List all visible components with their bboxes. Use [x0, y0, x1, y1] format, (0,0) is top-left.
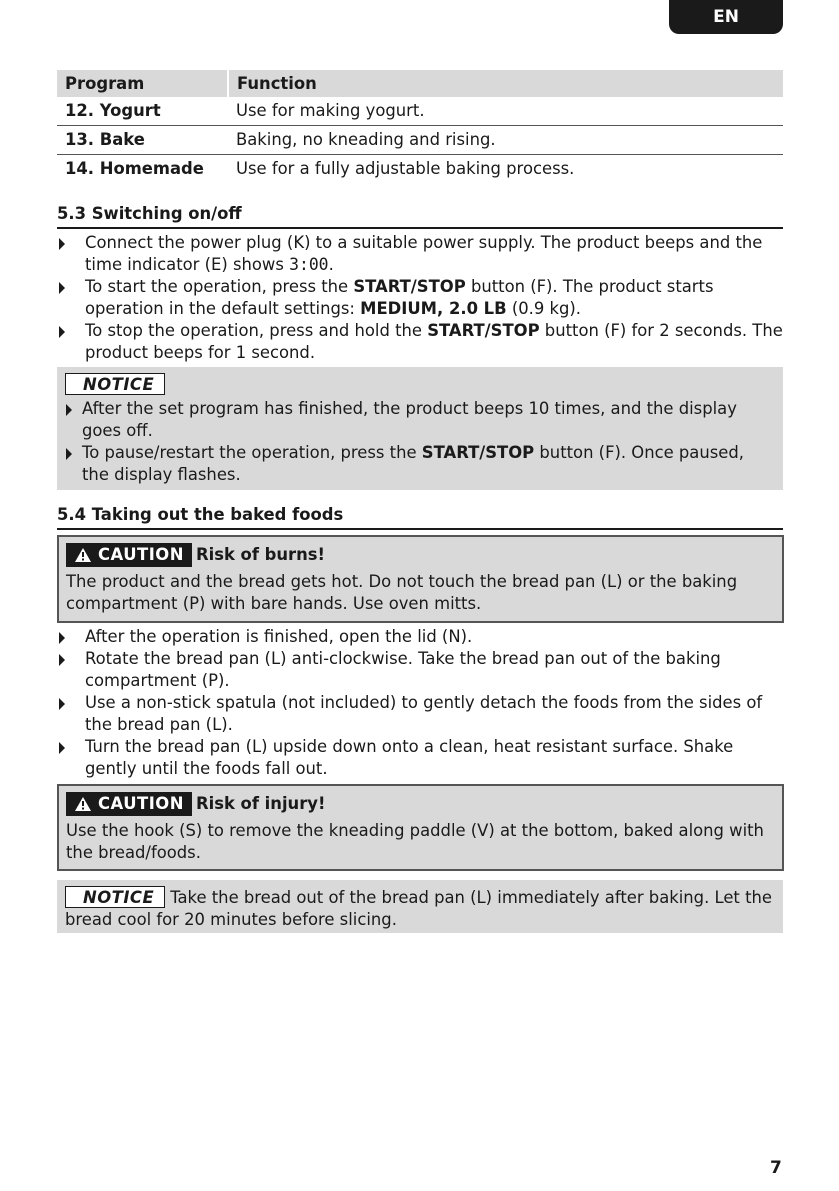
program-function: Use for making yogurt.	[228, 97, 783, 126]
page-number: 7	[770, 1158, 782, 1178]
switching-steps-list	[57, 232, 785, 364]
program-name: 13. Bake	[57, 126, 228, 155]
caution-label-text: CAUTION	[98, 545, 184, 564]
list-item	[57, 232, 785, 276]
notice-text: button (F). Once paused, the display flashes.	[82, 443, 744, 484]
time-display-value: 3:00	[289, 255, 329, 274]
list-item: Rotate the bread pan (L) anti-clockwise. Take the bread pan out of the baking compartment (P).	[57, 648, 785, 692]
list-item: Turn the bread pan (L) upside down onto a clean, heat resistant surface. Shake gently until the foods fall out.	[57, 736, 785, 780]
step-text: (0.9 kg).	[506, 299, 582, 318]
section-heading-switching: 5.3 Switching on/off	[57, 203, 783, 229]
caution-box-injury	[57, 784, 784, 871]
program-function: Use for a fully adjustable baking process.	[236, 159, 575, 178]
notice-label: NOTICE	[65, 886, 165, 908]
notice-text: Take the bread out of the bread pan (L) immediately after baking. Let the bread cool for 20 minutes before slicing.	[65, 888, 772, 929]
step-text: button (F). The product starts operation in the default settings:	[85, 277, 714, 318]
button-name-start-stop: START/STOP	[427, 321, 540, 340]
caution-box-burns	[57, 535, 784, 623]
caution-text: The product and the bread gets hot. Do not touch the bread pan (L) or the baking compartment (P) with bare hands. Use oven mitts.	[66, 572, 738, 613]
list-item: After the set program has finished, the product beeps 10 times, and the display goes off.	[65, 398, 775, 442]
caution-text: Use the hook (S) to remove the kneading paddle (V) at the bottom, baked along with the bread/foods.	[66, 821, 764, 862]
button-name-start-stop: START/STOP	[353, 277, 466, 296]
caution-label-text: CAUTION	[98, 794, 184, 813]
caution-title: Risk of burns!	[195, 545, 326, 564]
step-text: button (F) for 2 seconds. The product beeps for 1 second.	[85, 321, 783, 362]
list-item	[65, 442, 775, 486]
table-header-row	[57, 70, 783, 97]
button-name-start-stop: START/STOP	[421, 443, 535, 462]
table-row	[57, 126, 783, 155]
table-header-program: Program	[57, 70, 228, 97]
setting-weight: 2.0 LB	[448, 299, 507, 318]
caution-label	[66, 792, 192, 816]
program-name: 14. Homemade	[65, 159, 204, 178]
list-item	[57, 276, 785, 320]
setting-medium: MEDIUM	[360, 299, 437, 318]
step-text: To start the operation, press the	[85, 277, 354, 296]
warning-triangle-icon	[74, 547, 92, 563]
caution-label	[66, 543, 192, 567]
notice-text: To pause/restart the operation, press the	[82, 443, 422, 462]
taking-out-steps-list	[57, 626, 785, 780]
program-table	[57, 70, 783, 183]
section-heading-taking-out: 5.4 Taking out the baked foods	[57, 504, 783, 530]
program-function: Baking, no kneading and rising.	[228, 126, 783, 155]
step-text: .	[328, 255, 334, 274]
table-header-function: Function	[228, 70, 783, 97]
notice-box-switching	[57, 367, 783, 490]
step-text: Connect the power plug (K) to a suitable power supply. The product beeps and the time indicator (E) shows	[85, 233, 763, 274]
program-name: 12. Yogurt	[57, 97, 228, 126]
language-tab: EN	[669, 0, 783, 34]
warning-triangle-icon	[74, 796, 92, 812]
step-text: To stop the operation, press and hold the	[85, 321, 428, 340]
notice-box-cooling	[57, 880, 783, 933]
caution-title: Risk of injury!	[195, 794, 326, 813]
table-row	[57, 97, 783, 126]
list-item: After the operation is finished, open the lid (N).	[57, 626, 785, 648]
table-row	[57, 155, 783, 184]
notice-list	[65, 398, 775, 486]
list-item: Use a non-stick spatula (not included) to gently detach the foods from the sides of the bread pan (L).	[57, 692, 785, 736]
list-item	[57, 320, 785, 364]
setting-separator: ,	[437, 299, 449, 318]
notice-label: NOTICE	[65, 373, 165, 395]
